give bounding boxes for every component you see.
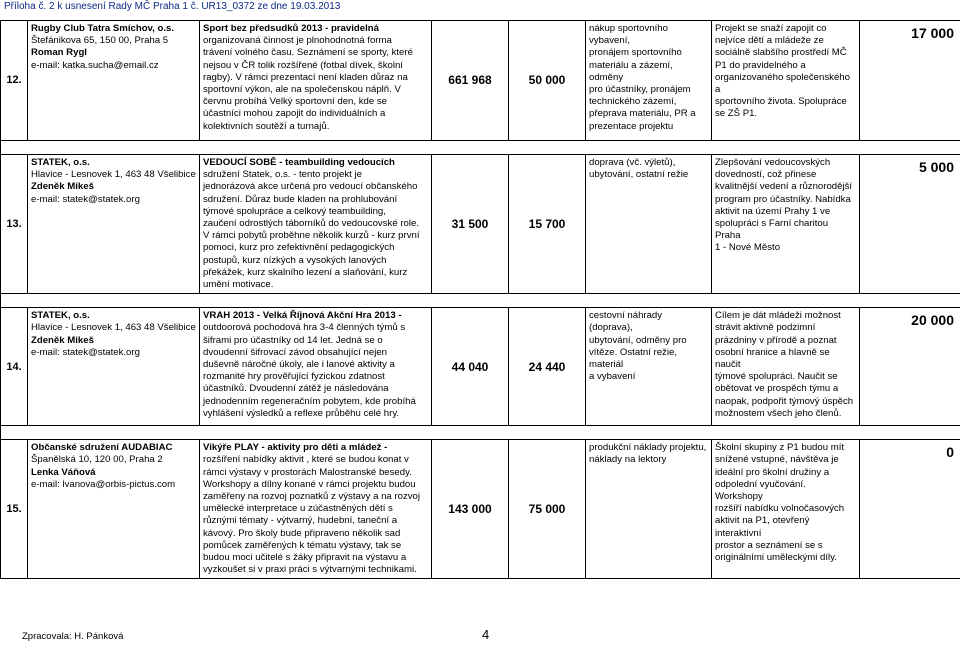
project-description-line: rozmanité hry prověřující fyzickou zdatnost <box>203 371 385 383</box>
purpose-cell-line: produkční náklady projektu, <box>589 442 707 454</box>
row-spacer <box>1 141 960 155</box>
applicant-cell-line: Zdeněk Mikeš <box>31 181 94 193</box>
table-row <box>1 21 960 141</box>
purpose-cell <box>586 21 712 141</box>
purpose-cell-line: cestovní náhrady (doprava), <box>589 310 663 334</box>
project-description-line: sdružení. Důraz bude kladen na prohlubování <box>203 193 398 205</box>
purpose-cell-line: technického zázemí, <box>589 96 677 108</box>
project-description-line: vyzkoušet si v praxi práci s výtvarnými technikami. <box>203 564 417 576</box>
project-description <box>200 440 432 579</box>
benefit-cell-line: naopak, podpořit týmový úspěch <box>715 395 854 407</box>
purpose-cell <box>586 440 712 579</box>
project-description-line: rozšíření nabídky aktivit , které se budou konat v <box>203 454 409 466</box>
benefit-cell-line: organizovaného společenského a <box>715 71 850 96</box>
project-description-line: kávový. Pro školy bude připraveno několik sad <box>203 527 401 539</box>
total-cost: 44 040 <box>432 308 509 426</box>
benefit-cell-line: odpolední vyučování. Workshopy <box>715 478 806 503</box>
applicant-cell-line: Rugby Club Tatra Smíchov, o.s. <box>31 23 175 34</box>
project-description-line: trávení volného času. Seznámení se sporty, které <box>203 47 413 59</box>
requested-amount: 24 440 <box>509 308 586 426</box>
project-description-line: VRAH 2013 - Velká Říjnová Akční Hra 2013 - <box>203 310 402 322</box>
applicant-cell-line: Hlavice - Lesnovek 1, 463 48 Všelibice <box>31 169 196 181</box>
project-description-line: Sport bez předsudků 2013 - pravidelná <box>203 23 379 34</box>
project-description-line: nejsou v ČR tolik rozšířené (fotbal dívek, školní <box>203 59 403 71</box>
purpose-cell-line: pronájem sportovního <box>589 47 682 59</box>
applicant-cell-line: e-mail: statek@statek.org <box>31 346 140 358</box>
project-description-line: jednodenním regeneračním pobytem, kde probíhá <box>203 395 416 407</box>
applicant-cell <box>28 21 200 141</box>
applicant-cell-line: e-mail: statek@statek.org <box>31 193 140 205</box>
project-description-line: jednorázová akce určená pro vedoucí občanského <box>203 181 418 193</box>
project-description <box>200 308 432 426</box>
applicant-cell-line: STATEK, o.s. <box>31 157 90 168</box>
total-cost: 31 500 <box>432 155 509 294</box>
granted-amount: 5 000 <box>860 155 960 294</box>
purpose-cell-line: ubytování, ostatní režie <box>589 169 689 181</box>
project-description-line: týmové spolupráce a celkový teambuilding, <box>203 205 386 217</box>
benefit-cell-line: obětovat ve prospěch týmu a <box>715 383 839 395</box>
applicant-cell <box>28 440 200 579</box>
requested-amount: 75 000 <box>509 440 586 579</box>
benefit-cell-line: snížené vstupné, návštěva je <box>715 454 839 466</box>
benefit-cell-line: Projekt se snaží zapojit co <box>715 23 827 34</box>
benefit-cell-line: ideální pro školní družiny a <box>715 466 830 478</box>
benefit-cell-line: program pro účastníky. Nabídka <box>715 193 851 205</box>
applicant-cell <box>28 155 200 294</box>
project-description-line: kolektivních soutěží a turnajů. <box>203 120 330 132</box>
table-row <box>1 155 960 294</box>
grant-table <box>0 20 960 579</box>
project-description-line: účastníků. Dvoudenní zátěž je následována <box>203 383 389 395</box>
benefit-cell-line: možnostem všech jeho členů. <box>715 407 842 419</box>
row-number: 14. <box>1 308 28 426</box>
project-description-line: zaměřeny na rozvoj poznatků z výstavy a na rozvoj <box>203 491 421 503</box>
project-description-line: Vikýře PLAY - aktivity pro děti a mládež - <box>203 442 388 454</box>
applicant-cell-line: Hlavice - Lesnovek 1, 463 48 Všelibice <box>31 322 196 334</box>
purpose-cell <box>586 308 712 426</box>
benefit-cell-line: Školní skupiny z P1 budou mít <box>715 442 845 454</box>
benefit-cell-line: rozšíří nabídku volnočasových <box>715 503 845 515</box>
project-description-line: dvoudenní šifrovací závod obsahující nejen <box>203 346 388 358</box>
row-number: 13. <box>1 155 28 294</box>
project-description-line: organizovaná činnost je plnohodnotná forma <box>203 35 392 47</box>
benefit-cell-line: kvalitnější vedení a různorodější <box>715 181 853 193</box>
project-description <box>200 155 432 294</box>
applicant-cell-line: Zdeněk Mikeš <box>31 334 94 346</box>
benefit-cell <box>712 21 860 141</box>
project-description-line: zaučení odrostlých táborníků do vedoucovské role. <box>203 218 419 230</box>
benefit-cell-line: dovedností, což přinese <box>715 169 817 181</box>
applicant-cell-line: Štefánikova 65, 150 00, Praha 5 <box>31 35 169 47</box>
benefit-cell-line: Cílem je dát mládeži možnost <box>715 310 841 322</box>
row-number: 15. <box>1 440 28 579</box>
granted-amount: 0 <box>860 440 960 579</box>
benefit-cell-line: strávit aktivně podzimní <box>715 322 816 334</box>
table-row <box>1 308 960 426</box>
benefit-cell <box>712 440 860 579</box>
benefit-cell-line: osobní hranice a hlavně se naučit <box>715 346 830 371</box>
project-description-line: rámci výstavy v prostorách Malostranské besedy. <box>203 466 412 478</box>
project-description-line: šiframi pro účastníky od 14 let. Jedná se o <box>203 334 383 346</box>
purpose-cell-line: a vybavení <box>589 371 636 383</box>
row-spacer <box>1 426 960 440</box>
benefit-cell-line: prostor a seznámení se s <box>715 539 823 551</box>
benefit-cell-line: týmové spolupráci. Naučit se <box>715 371 838 383</box>
document-header: Příloha č. 2 k usnesení Rady MČ Praha 1 č. UR13_0372 ze dne 19.03.2013 <box>4 1 341 12</box>
purpose-cell <box>586 155 712 294</box>
purpose-cell-line: nákup sportovního vybavení, <box>589 23 668 47</box>
applicant-cell-line: Lenka Váňová <box>31 466 96 478</box>
benefit-cell-line: sportovního života. Spolupráce <box>715 96 847 108</box>
applicant-cell-line: Roman Rygl <box>31 47 87 59</box>
project-description-line: vyhlášení výsledků a reflexe průběhu celé hry. <box>203 407 400 419</box>
page-number: 4 <box>482 627 490 642</box>
applicant-cell <box>28 308 200 426</box>
row-spacer <box>1 294 960 308</box>
project-description-line: V rámci pobytů proběhne několik kurzů - kurz první <box>203 230 420 242</box>
project-description-line: outdoorová pochodová hra 3-4 členných týmů s <box>203 322 406 334</box>
table-row <box>1 440 960 579</box>
benefit-cell <box>712 155 860 294</box>
project-description-line: VEDOUCÍ SOBĚ - teambuilding vedoucích <box>203 157 395 168</box>
benefit-cell-line: Zlepšování vedoucovských <box>715 157 831 168</box>
benefit-cell <box>712 308 860 426</box>
purpose-cell-line: ubytování, odměny pro <box>589 334 687 346</box>
row-number: 12. <box>1 21 28 141</box>
project-description-line: ragby). V rámci prezentací není kladen důraz na <box>203 71 408 83</box>
project-description-line: Workshopy a dílny konané v rámci projektu budou <box>203 478 416 490</box>
prepared-by: Zpracovala: H. Pánková <box>22 631 124 642</box>
purpose-cell-line: doprava (vč. výletů), <box>589 157 676 168</box>
benefit-cell-line: se ZŠ P1. <box>715 108 758 120</box>
project-description-line: sdružení Statek, o.s. - tento projekt je <box>203 169 362 181</box>
project-description-line: různými tématy - výtvarný, hudební, taneční a <box>203 515 398 527</box>
benefit-cell-line: prázdniny v přírodě a poznat <box>715 334 837 346</box>
benefit-cell-line: spolupráci s Farní charitou Praha <box>715 218 829 242</box>
benefit-cell-line: sociálně slabšího prostředí MČ <box>715 47 847 59</box>
purpose-cell-line: pro účastníky, pronájem <box>589 84 691 96</box>
applicant-cell-line: Občanské sdružení AUDABIAC <box>31 442 173 454</box>
purpose-cell-line: vítěze. Ostatní režie, materiál <box>589 346 677 371</box>
purpose-cell-line: náklady na lektory <box>589 454 667 466</box>
benefit-cell-line: P1 do pravidelného a <box>715 59 806 71</box>
project-description-line: budou moci učitelé s žáky připravit na výstavu a <box>203 552 407 564</box>
project-description-line: pomůcek zaměřených k tématu výstavy, tak se <box>203 539 402 551</box>
total-cost: 143 000 <box>432 440 509 579</box>
project-description-line: umění motivace. <box>203 279 274 291</box>
requested-amount: 50 000 <box>509 21 586 141</box>
project-description-line: pomoci, kurz pro zefektivnění pedagogických <box>203 242 395 254</box>
applicant-cell-line: e-mail: katka.sucha@email.cz <box>31 59 159 71</box>
applicant-cell-line: Španělská 10, 120 00, Praha 2 <box>31 454 163 466</box>
granted-amount: 20 000 <box>860 308 960 426</box>
project-description-line: sportovní výkon, ale na společenskou náplň. V <box>203 84 401 96</box>
project-description-line: červnu probíhá Velký sportovní den, kde se <box>203 96 387 108</box>
project-description-line: postupů, kurz nízkých a vysokých lanových <box>203 254 387 266</box>
purpose-cell-line: přeprava materiálu, PR a <box>589 108 696 120</box>
applicant-cell-line: e-mail: lvanova@orbis-pictus.com <box>31 478 176 490</box>
total-cost: 661 968 <box>432 21 509 141</box>
purpose-cell-line: prezentace projektu <box>589 120 674 132</box>
project-description-line: duševně náročné úkoly, ale i lanové aktivity a <box>203 359 395 371</box>
benefit-cell-line: aktivit na území Prahy 1 ve <box>715 205 831 217</box>
granted-amount: 17 000 <box>860 21 960 141</box>
requested-amount: 15 700 <box>509 155 586 294</box>
project-description <box>200 21 432 141</box>
project-description-line: účastníci mohou zapojit do individuálních a <box>203 108 386 120</box>
benefit-cell-line: aktivit na P1, otevřený interaktivní <box>715 515 810 539</box>
benefit-cell-line: nejvíce dětí a mládeže ze <box>715 35 824 47</box>
benefit-cell-line: 1 - Nové Město <box>715 242 781 254</box>
project-description-line: umělecké interpretace u zúčastněných dětí s <box>203 503 393 515</box>
purpose-cell-line: materiálu a zázemí, odměny <box>589 59 673 83</box>
benefit-cell-line: originálními uměleckými díly. <box>715 552 837 564</box>
applicant-cell-line: STATEK, o.s. <box>31 310 90 322</box>
project-description-line: překážek, kurz skalního lezení a slaňování, kurz <box>203 266 408 278</box>
